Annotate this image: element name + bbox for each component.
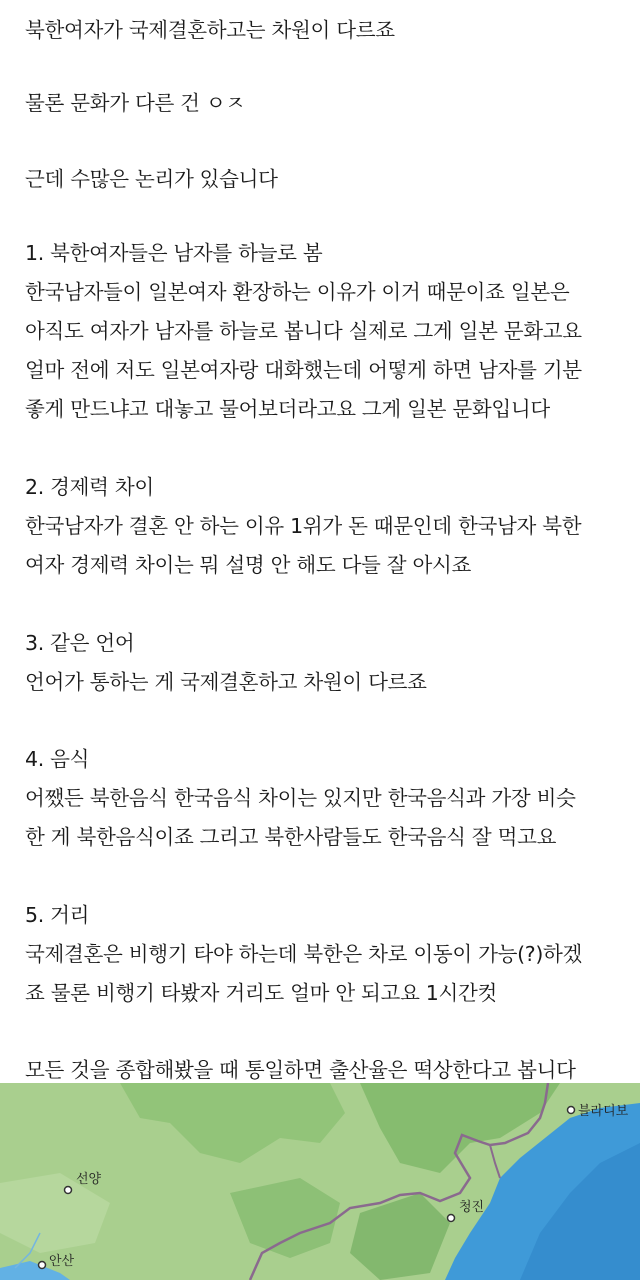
city-dot-sinuiju: [65, 1187, 72, 1194]
post-line: 얼마 전에 저도 일본여자랑 대화했는데 어떻게 하면 남자를 기분: [25, 358, 582, 382]
post-line: 1. 북한여자들은 남자를 하늘로 봄: [25, 241, 323, 265]
map-image: [0, 1083, 640, 1280]
post-line: 죠 물론 비행기 타봤자 거리도 얼마 안 되고요 1시간컷: [25, 981, 498, 1005]
post-line: 2. 경제력 차이: [25, 475, 154, 499]
post-line: 한 게 북한음식이죠 그리고 북한사람들도 한국음식 잘 먹고요: [25, 825, 557, 849]
post-line: 한국남자들이 일본여자 환장하는 이유가 이거 때문이죠 일본은: [25, 280, 570, 304]
city-label-anshan: 안산: [49, 1254, 75, 1269]
post-line: 좋게 만드냐고 대놓고 물어보더라고요 그게 일본 문화입니다: [25, 397, 550, 421]
post-line: 어쨌든 북한음식 한국음식 차이는 있지만 한국음식과 가장 비슷: [25, 786, 576, 810]
post-line: 4. 음식: [25, 747, 90, 771]
post-line: 국제결혼은 비행기 타야 하는데 북한은 차로 이동이 가능(?)하겠: [25, 942, 583, 966]
post-line: 여자 경제력 차이는 뭐 설명 안 해도 다들 잘 아시죠: [25, 553, 472, 577]
post-line: 모든 것을 종합해봤을 때 통일하면 출산율은 떡상한다고 봅니다: [25, 1058, 576, 1082]
city-dot-anshan: [39, 1262, 46, 1269]
post-line: 북한여자가 국제결혼하고는 차원이 다르죠: [25, 18, 395, 42]
post-line: 3. 같은 언어: [25, 631, 135, 655]
post-line: 5. 거리: [25, 903, 90, 927]
post-line: 물론 문화가 다른 건 ㅇㅈ: [25, 91, 245, 115]
city-label-sinuiju: 선양: [76, 1172, 102, 1187]
post-line: 언어가 통하는 게 국제결혼하고 차원이 다르죠: [25, 670, 427, 694]
city-label-chongjin: 청진: [459, 1200, 485, 1215]
post-line: 아직도 여자가 남자를 하늘로 봅니다 실제로 그게 일본 문화고요: [25, 319, 582, 343]
post-line: 근데 수많은 논리가 있습니다: [25, 167, 278, 191]
post-line: 한국남자가 결혼 안 하는 이유 1위가 돈 때문인데 한국남자 북한: [25, 514, 582, 538]
city-dot-chongjin: [448, 1215, 455, 1222]
city-label-vladivostok: 블라디보: [578, 1104, 629, 1119]
city-dot-vladivostok: [568, 1107, 575, 1114]
